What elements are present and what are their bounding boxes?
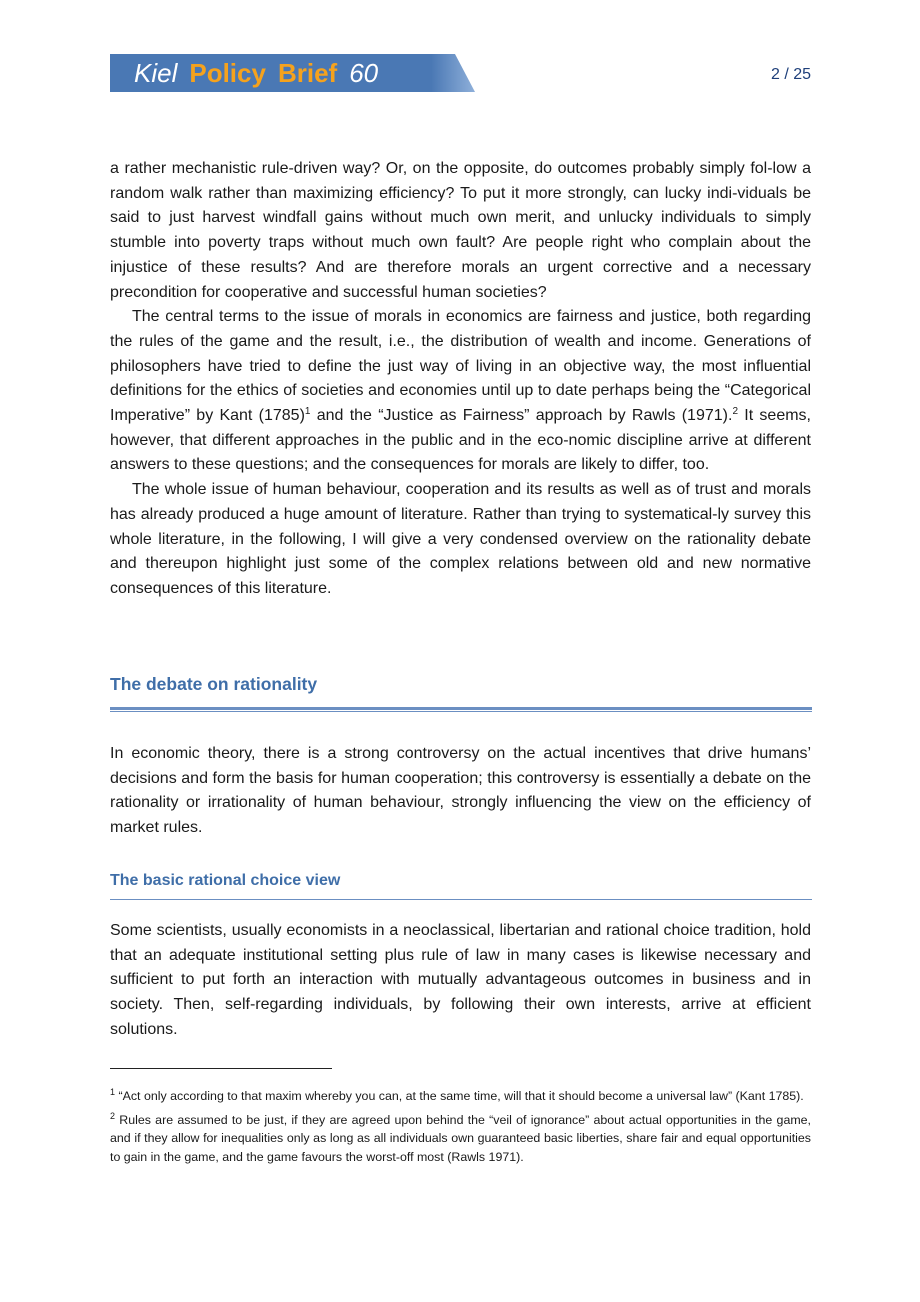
title-kiel: Kiel	[134, 58, 178, 88]
title-brief: Brief	[277, 58, 338, 88]
footnote	[110, 1111, 811, 1167]
title-policy: Policy	[189, 58, 266, 88]
section-rule	[110, 707, 812, 710]
footnotes	[110, 1087, 811, 1172]
footnote-ref-2[interactable]: 2	[732, 406, 738, 418]
title-issue-number: 60	[349, 58, 379, 88]
section-paragraph: In economic theory, there is a strong controversy on the actual incentives that drive humans’ decisions and form the basis for human cooperation; this controversy is essentially a debate on the rationality or irrationality of human behaviour, strongly influencing the view on the efficiency of market rules.	[110, 745, 811, 837]
subsection-heading: The basic rational choice view	[110, 872, 341, 889]
subsection-paragraph: Some scientists, usually economists in a neoclassical, libertarian and rational choice tradition, hold that an adequate institutional setting plus rule of law in many cases is likewise necessary and sufficient to put forth an interaction with mutually advantageous outcomes in business and in society. Then, self-regarding individuals, by following their own interests, arrive at efficient solutions.	[110, 922, 811, 1038]
page-number: 2 / 25	[770, 66, 811, 83]
footnote-text: “Act only according to that maxim whereby you can, at the same time, will that it should become a universal law” (Kant 1785).	[118, 1089, 804, 1103]
footnote-text: Rules are assumed to be just, if they are agreed upon behind the “veil of ignorance” about actual opportunities in the game, and if they allow for inequalities only as long as all individuals own guaranteed basic liberties, share fair and equal opportunities to gain in the game, and the game favours the worst-off most (Rawls 1971).	[110, 1112, 811, 1165]
subsection-rule	[110, 899, 812, 900]
intro-paragraph-2	[110, 305, 811, 478]
subsection-text	[110, 919, 811, 1043]
intro-p2-text-a: The central terms to the issue of morals in economics are fairness and justice, both regarding the rules of the game and the result, i.e., the distribution of wealth and income. Generations of philosophers have tried to define the just way of living in an objective way, the most influential definitions for the ethics of societies and economies until up to date perhaps being the “Categorical Imperative” by Kant (1785)	[110, 308, 811, 425]
section-rule-thin	[110, 711, 812, 712]
footnote-ref-1[interactable]: 1	[304, 406, 311, 418]
footnote-separator	[110, 1068, 332, 1069]
footnote-mark: 1	[110, 1087, 116, 1097]
intro-p2-text-b: and the “Justice as Fairness” approach by Rawls (1971).	[310, 407, 733, 425]
section-heading: The debate on rationality	[110, 674, 318, 694]
intro-paragraph-1: a rather mechanistic rule-driven way? Or, on the opposite, do outcomes probably simply fol-low a random walk rather than maximizing efficiency? To put it more strongly, can lucky indi-viduals be said to just harvest windfall gains without much own merit, and unlucky individuals to simply stumble into poverty traps without much own fault? Are people right who complain about the injustice of these results? And are therefore morals an urgent corrective and a necessary precondition for cooperative and successful human societies?	[110, 160, 811, 301]
intro-p2-text-c: It seems, however, that different approaches in the public and in the eco-nomic discipline arrive at different answers to these questions; and the consequences for morals are likely to differ, too.	[110, 407, 812, 474]
header-banner	[110, 54, 475, 92]
intro-text	[110, 157, 811, 602]
section-text	[110, 742, 811, 841]
footnote	[110, 1087, 811, 1106]
intro-paragraph-3: The whole issue of human behaviour, cooperation and its results as well as of trust and morals has already produced a huge amount of literature. Rather than trying to systematical-ly survey this whole literature, in the following, I will give a very condensed overview on the rationality debate and thereupon highlight just some of the complex relations between old and new normative consequences of this literature.	[110, 481, 811, 597]
publication-title	[134, 57, 378, 89]
footnote-mark: 2	[110, 1110, 116, 1121]
